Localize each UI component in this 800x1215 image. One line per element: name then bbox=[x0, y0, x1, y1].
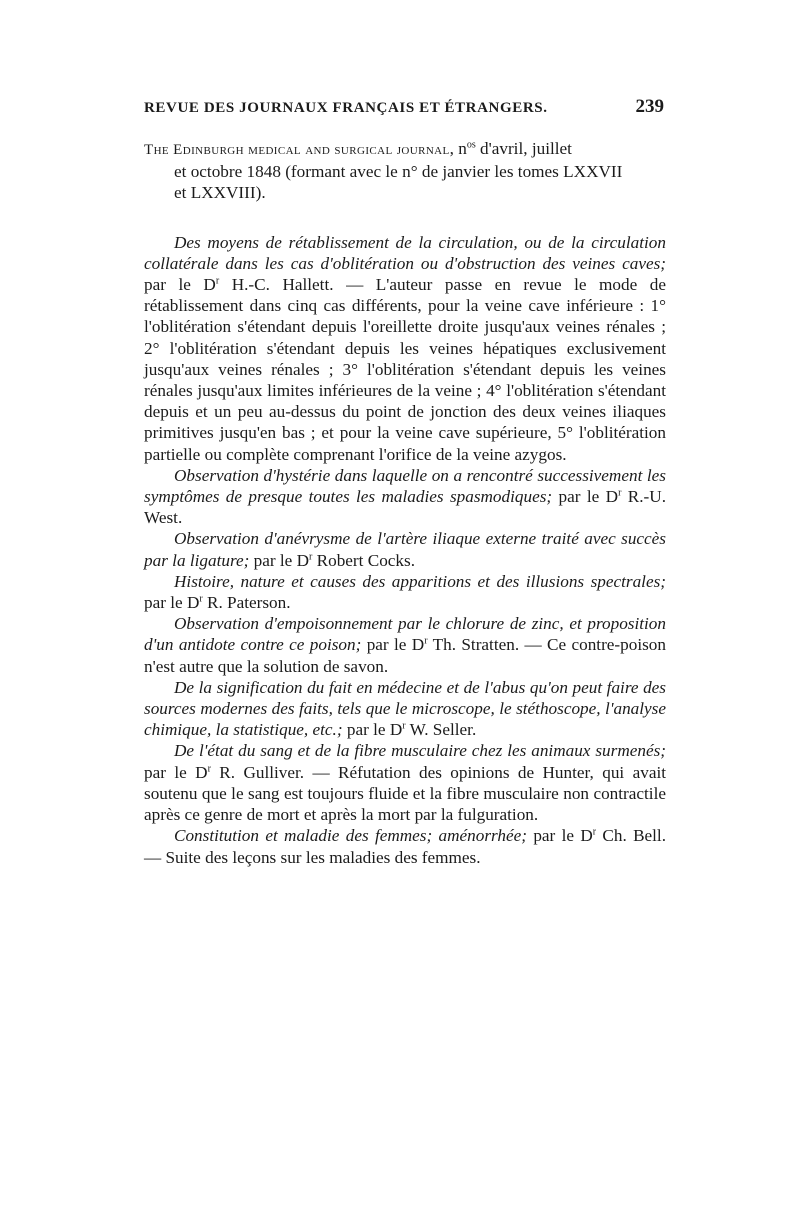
entry-author-sup: r bbox=[199, 593, 203, 605]
entry-text: R. Gulliver. — Réfutation des opinions de Hunter, qui avait soutenu que le sang est toujours fluide et la fibre musculaire non contractile après ce genre de mort et après la mort par la fulguration. bbox=[144, 762, 667, 825]
entry-animaux-surmenes bbox=[144, 740, 666, 825]
entry-title: De l'état du sang et de la fibre musculaire chez les animaux surmenés; bbox=[174, 741, 666, 761]
page-number: 239 bbox=[635, 96, 664, 117]
journal-line3: et LXXVIII). bbox=[174, 183, 266, 203]
entry-author-sup: r bbox=[592, 826, 597, 838]
journal-line1-tail: d'avril, juillet bbox=[475, 139, 572, 158]
entry-author-sup: r bbox=[424, 635, 428, 647]
entry-title: Des moyens de rétablissement de la circulation, ou de la circulation collatérale dans les cas d'oblitération ou d'obstruction des veines caves; bbox=[144, 232, 666, 273]
entry-anevrysme bbox=[144, 528, 666, 570]
journal-line2: et octobre 1848 (formant avec le n° de janvier les tomes LXXVII bbox=[174, 162, 623, 182]
entry-author-prefix: par le D bbox=[552, 487, 619, 507]
journal-name: The Edinburgh medical and surgical journal bbox=[144, 142, 450, 158]
entry-author-prefix: par le D bbox=[249, 550, 310, 570]
running-head-title: REVUE DES JOURNAUX FRANÇAIS ET ÉTRANGERS. bbox=[144, 100, 548, 116]
entry-text: Th. Stratten. — Ce contre-poison n'est autre que la solution de savon. bbox=[144, 635, 666, 676]
entry-text: Ch. Bell. — Suite des leçons sur les maladies des femmes. bbox=[144, 826, 667, 867]
entry-author-prefix: par le D bbox=[144, 593, 200, 613]
entry-illusions-spectrales bbox=[144, 571, 666, 613]
entry-text: Robert Cocks. bbox=[312, 550, 415, 570]
entry-author-sup: r bbox=[618, 487, 622, 499]
entry-author-prefix: par le D bbox=[144, 275, 216, 295]
entry-title: Constitution et maladie des femmes; aménorrhée; bbox=[174, 826, 528, 846]
entry-author-sup: r bbox=[309, 550, 313, 562]
entry-title: De la signification du fait en médecine et de l'abus qu'on peut faire des sources modernes des faits, tels que le microscope, le stéthoscope, l'analyse chimique, la statistique, etc.; bbox=[144, 677, 666, 740]
running-head bbox=[144, 96, 664, 118]
entry-author-prefix: par le D bbox=[527, 826, 593, 846]
entry-chlorure-de-zinc bbox=[144, 613, 666, 677]
journal-nos-sup: os bbox=[466, 139, 476, 151]
entry-maladies-des-femmes bbox=[144, 825, 666, 867]
entry-author-sup: r bbox=[207, 762, 211, 774]
entry-author-prefix: par le D bbox=[342, 720, 403, 740]
journal-header bbox=[144, 138, 666, 204]
entry-text: W. Seller. bbox=[405, 720, 477, 740]
entry-title: Histoire, nature et causes des apparitions et des illusions spectrales; bbox=[174, 571, 666, 591]
entry-text: H.-C. Hallett. — L'auteur passe en revue le mode de rétablissement dans cinq cas différents, pour la veine cave inférieure : 1° l'oblitération s'étendant depuis l'oreillette droite jusqu'aux veines rénales ; 2° l'oblitération s'étendant depuis les veines hépatiques exclusivement jusqu'aux veines rénales ; 3° l'oblitération s'étendant depuis les veines rénales jusqu'aux limites inférieures de la veine ; 4° l'oblitération s'étendant depuis et un peu au-dessus du point de jonction des deux veines iliaques primitives jusqu'en bas ; et pour la veine cave supérieure, 5° l'oblitération partielle ou complète comprenant l'orifice de la veine azygos. bbox=[144, 275, 666, 464]
entry-text: R. Paterson. bbox=[202, 593, 291, 613]
entry-author-prefix: par le D bbox=[361, 635, 425, 655]
entry-title: Observation d'empoisonnement par le chlorure de zinc, et proposition d'un antidote contre ce poison; bbox=[144, 614, 666, 655]
entry-hysterie bbox=[144, 465, 666, 529]
entry-author-prefix: par le D bbox=[144, 762, 208, 782]
page-body bbox=[144, 138, 666, 868]
entry-author-sup: r bbox=[215, 275, 220, 287]
entry-title: Observation d'hystérie dans laquelle on a rencontré successivement les symptômes de presque toutes les maladies spasmodiques; bbox=[144, 465, 666, 507]
journal-line1-text: , n bbox=[449, 139, 467, 158]
entry-text: R.-U. West. bbox=[144, 487, 666, 528]
entry-author-sup: r bbox=[402, 720, 406, 732]
entry-title: Observation d'anévrysme de l'artère iliaque externe traité avec succès par la ligature; bbox=[144, 529, 666, 570]
entry-signification-du-fait bbox=[144, 677, 666, 741]
entry-circulation-veines-caves bbox=[144, 232, 666, 465]
